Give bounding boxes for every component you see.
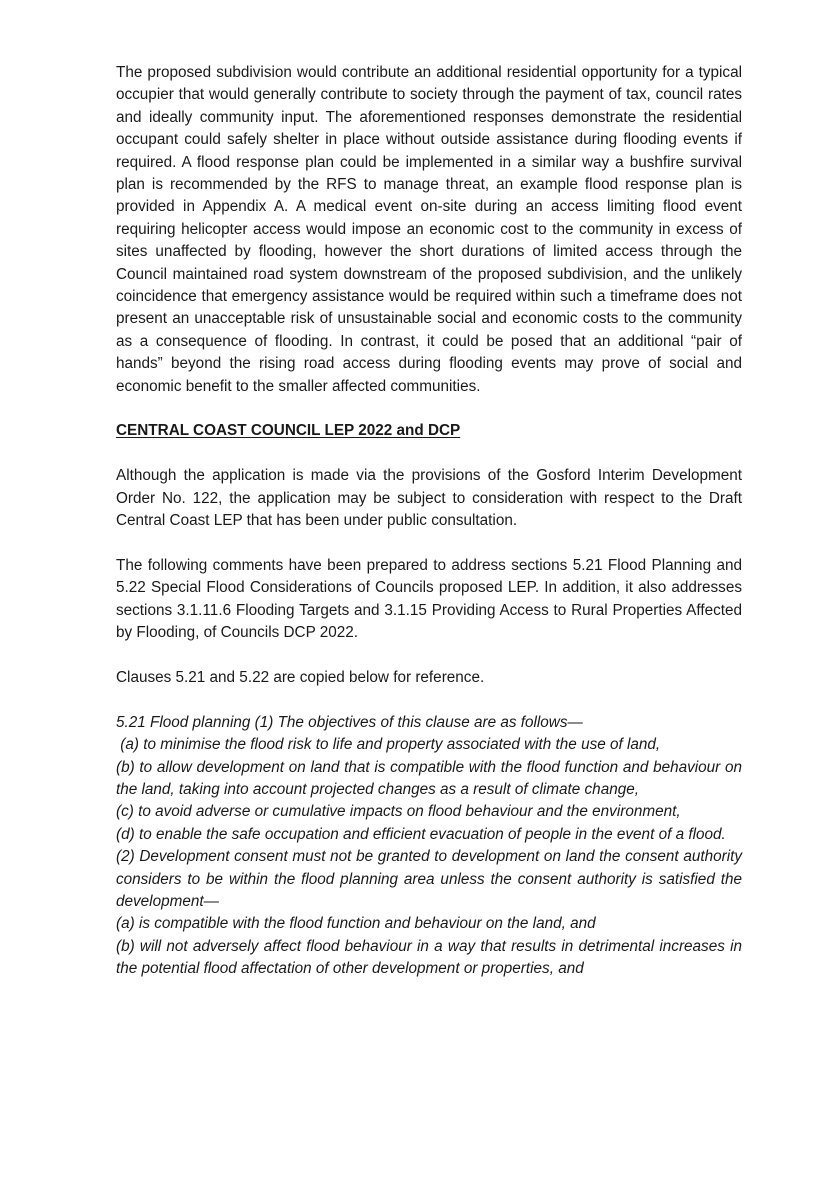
paragraph-social-economic-impact: The proposed subdivision would contribute an additional residential opportunity for a typical occupier that would generally contribute to society through the payment of tax, council rates and ideally community input. The aforementioned responses demonstrate the residential occupant could safely shelter in place without outside assistance during flooding events if required. A flood response plan could be implemented in a similar way a bushfire survival plan is recommended by the RFS to manage threat, an example flood response plan is provided in Appendix A. A medical event on-site during an access limiting flood event requiring helicopter access would impose an economic cost to the community in excess of sites unaffected by flooding, however the short durations of limited access through the Council maintained road system downstream of the proposed subdivision, and the unlikely coincidence that emergency assistance would be required within such a timeframe does not present an unacceptable risk of unsustainable social and economic costs to the community as a consequence of flooding. In contrast, it could be posed that an additional “pair of hands” beyond the rising road access during flooding events may prove of social and economic benefit to the smaller affected communities. [116,64,742,395]
section-heading-lep-dcp: CENTRAL COAST COUNCIL LEP 2022 and DCP [116,422,461,440]
spacer [116,689,742,711]
paragraph-sections-addressed: The following comments have been prepared to address sections 5.21 Flood Planning and 5.22 Special Flood Considerations of Councils proposed LEP. In addition, it also addresses sections 3.1.11.6 Flooding Targets and 3.1.15 Providing Access to Rural Properties Affected by Flooding, of Councils DCP 2022. [116,556,742,642]
spacer [116,533,742,555]
spacer [116,645,742,667]
document-body [116,62,742,981]
clause-5-21-item-2: (2) Development consent must not be granted to development on land the consent authority considers to be within the flood planning area unless the consent authority is satisfied the development— [116,848,742,910]
spacer [116,398,742,420]
paragraph-application-provisions: Although the application is made via the provisions of the Gosford Interim Development Order No. 122, the application may be subject to consideration with respect to the Draft Central Coast LEP that has been under public consultation. [116,467,742,530]
clause-5-21-item-1a: (a) to minimise the flood risk to life and property associated with the use of land, [116,736,661,754]
spacer [116,443,742,465]
clause-5-21-item-1d: (d) to enable the safe occupation and efficient evacuation of people in the event of a flood. [116,825,726,843]
clause-5-21-item-1c: (c) to avoid adverse or cumulative impacts on flood behaviour and the environment, [116,803,681,821]
paragraph-clauses-reference: Clauses 5.21 and 5.22 are copied below for reference. [116,668,485,686]
clause-5-21-item-1b: (b) to allow development on land that is compatible with the flood function and behaviour on the land, taking into account projected changes as a result of climate change, [116,758,742,798]
clause-5-21-quote [116,712,742,981]
clause-5-21-item-2b: (b) will not adversely affect flood behaviour in a way that results in detrimental increases in the potential flood affectation of other development or properties, and [116,937,742,978]
clause-5-21-title: 5.21 Flood planning (1) The objectives of this clause are as follows— [116,713,583,731]
clause-5-21-item-2a: (a) is compatible with the flood function and behaviour on the land, and [116,915,596,933]
